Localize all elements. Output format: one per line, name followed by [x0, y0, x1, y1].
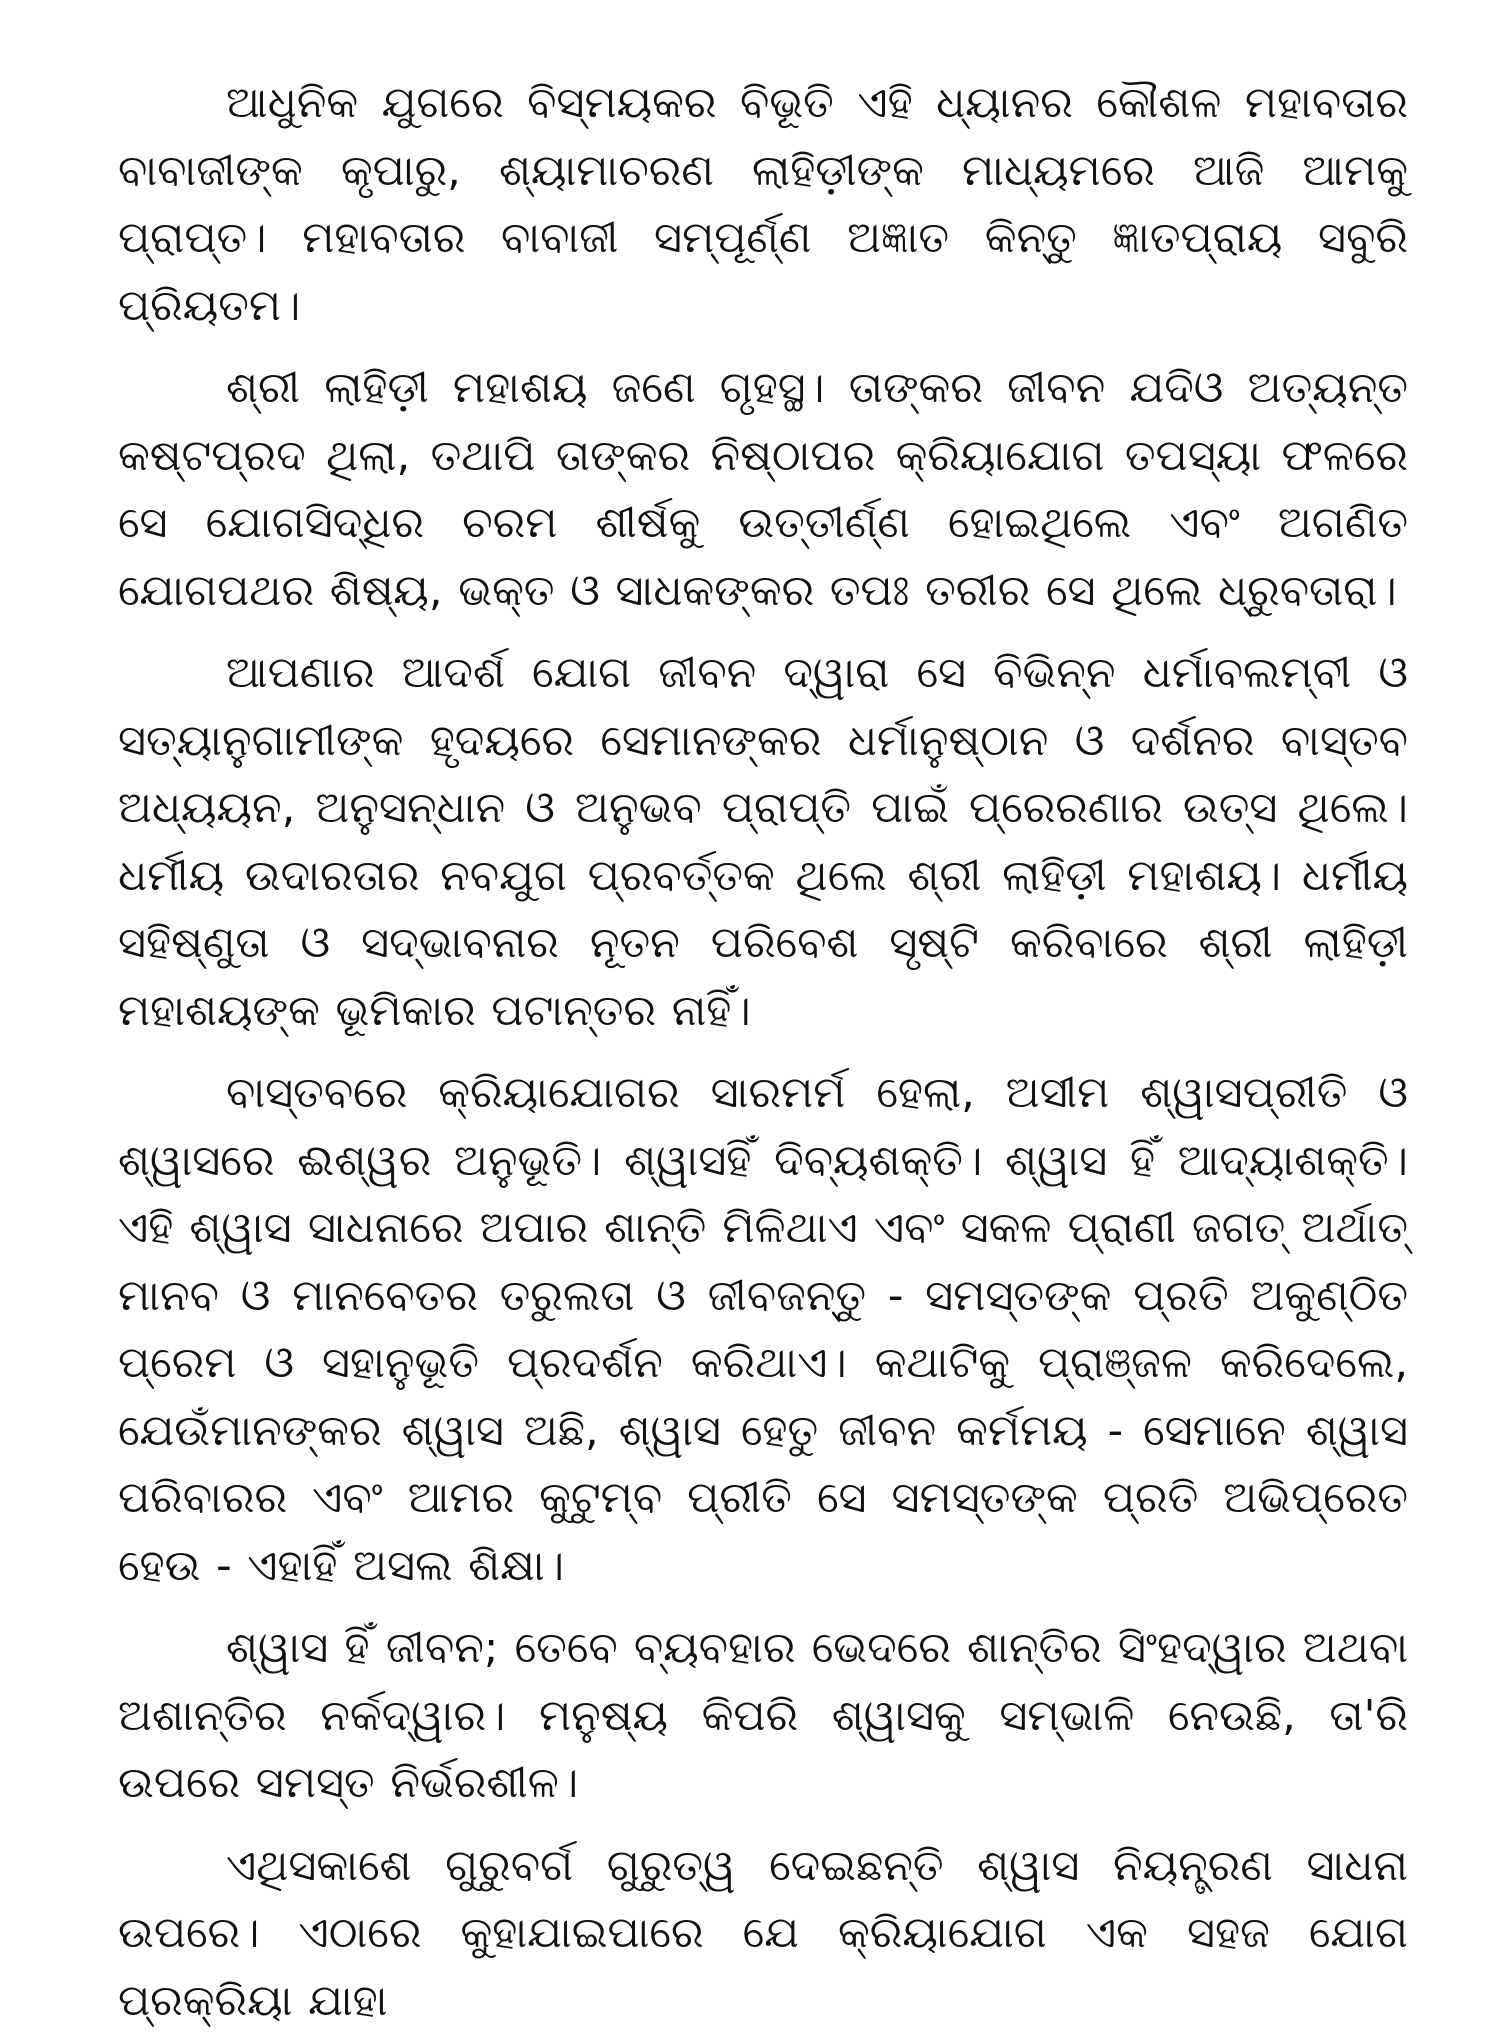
paragraph-5: ଶ୍ୱାସ ହିଁ ଜୀବନ; ତେବେ ବ୍ୟବହାର ଭେଦରେ ଶାନ୍ତିର ସିଂହଦ୍ୱାର ଅଥବା ଅଶାନ୍ତିର ନର୍କଦ୍ୱାର। ମନୁଷ୍ୟ କିପରି ଶ୍ୱାସକୁ ସମ୍ଭାଳି ନେଉଛି, ତା'ରି ଉପରେ ସମସ୍ତ ନିର୍ଭରଶୀଳ। [118, 1615, 1408, 1818]
document-page [118, 70, 1408, 2035]
paragraph-1: ଆଧୁନିକ ଯୁଗରେ ବିସ୍ମୟକର ବିଭୂତି ଏହି ଧ୍ୟାନର କୌଶଳ ମହାବତାର ବାବାଜୀଙ୍କ କୃପାରୁ, ଶ୍ୟାମାଚରଣ ଲାହିଡ଼ୀଙ୍କ ମାଧ୍ୟମରେ ଆଜି ଆମକୁ ପ୍ରାପ୍ତ। ମହାବତାର ବାବାଜୀ ସମ୍ପୂର୍ଣ୍ଣ ଅଜ୍ଞାତ କିନ୍ତୁ ଜ୍ଞାତପ୍ରାୟ ସବୁରି ପ୍ରିୟତମ। [118, 70, 1408, 340]
paragraph-4: ବାସ୍ତବରେ କ୍ରିୟାଯୋଗର ସାରମର୍ମ ହେଲା, ଅସୀମ ଶ୍ୱାସପ୍ରୀତି ଓ ଶ୍ୱାସରେ ଈଶ୍ୱର ଅନୁଭୂତି। ଶ୍ୱାସହିଁ ଦିବ୍ୟଶକ୍ତି। ଶ୍ୱାସ ହିଁ ଆଦ୍ୟାଶକ୍ତି। ଏହି ଶ୍ୱାସ ସାଧନାରେ ଅପାର ଶାନ୍ତି ମିଳିଥାଏ ଏବଂ ସକଳ ପ୍ରାଣୀ ଜଗତ୍ ଅର୍ଥାତ୍ ମାନବ ଓ ମାନବେତର ତରୁଲତା ଓ ଜୀବଜନ୍ତୁ - ସମସ୍ତଙ୍କ ପ୍ରତି ଅକୁଣ୍ଠିତ ପ୍ରେମ ଓ ସହାନୁଭୂତି ପ୍ରଦର୍ଶନ କରିଥାଏ। କଥାଟିକୁ ପ୍ରାଞ୍ଜଳ କରିଦେଲେ, ଯେଉଁମାନଙ୍କର ଶ୍ୱାସ ଅଛି, ଶ୍ୱାସ ହେତୁ ଜୀବନ କର୍ମମୟ - ସେମାନେ ଶ୍ୱାସ ପରିବାରର ଏବଂ ଆମର କୁଟୁମ୍ବ ପ୍ରୀତି ସେ ସମସ୍ତଙ୍କ ପ୍ରତି ଅଭିପ୍ରେତ ହେଉ - ଏହାହିଁ ଅସଲ ଶିକ୍ଷା। [118, 1060, 1408, 1600]
paragraph-3: ଆପଣାର ଆଦର୍ଶ ଯୋଗ ଜୀବନ ଦ୍ୱାରା ସେ ବିଭିନ୍ନ ଧର୍ମାବଲମ୍ବୀ ଓ ସତ୍ୟାନୁଗାମୀଙ୍କ ହୃଦୟରେ ସେମାନଙ୍କର ଧର୍ମାନୁଷ୍ଠାନ ଓ ଦର୍ଶନର ବାସ୍ତବ ଅଧ୍ୟୟନ, ଅନୁସନ୍ଧାନ ଓ ଅନୁଭବ ପ୍ରାପ୍ତି ପାଇଁ ପ୍ରେରଣାର ଉତ୍ସ ଥିଲେ। ଧର୍ମୀୟ ଉଦାରତାର ନବଯୁଗ ପ୍ରବର୍ତ୍ତକ ଥିଲେ ଶ୍ରୀ ଲାହିଡ଼ୀ ମହାଶୟ। ଧର୍ମୀୟ ସହିଷ୍ଣୁତା ଓ ସଦ୍ଭାବନାର ନୂତନ ପରିବେଶ ସୃଷ୍ଟି କରିବାରେ ଶ୍ରୀ ଲାହିଡ଼ୀ ମହାଶୟଙ୍କ ଭୂମିକାର ପଟାନ୍ତର ନାହିଁ। [118, 640, 1408, 1045]
paragraph-2: ଶ୍ରୀ ଲାହିଡ଼ୀ ମହାଶୟ ଜଣେ ଗୃହସ୍ଥ। ତାଙ୍କର ଜୀବନ ଯଦିଓ ଅତ୍ୟନ୍ତ କଷ୍ଟପ୍ରଦ ଥିଲା, ତଥାପି ତାଙ୍କର ନିଷ୍ଠାପର କ୍ରିୟାଯୋଗ ତପସ୍ୟା ଫଳରେ ସେ ଯୋଗସିଦ୍ଧିର ଚରମ ଶୀର୍ଷକୁ ଉତ୍ତୀର୍ଣ୍ଣ ହୋଇଥିଲେ ଏବଂ ଅଗଣିତ ଯୋଗପଥର ଶିଷ୍ୟ, ଭକ୍ତ ଓ ସାଧକଙ୍କର ତପଃ ତରୀର ସେ ଥିଲେ ଧ୍ରୁବତାରା। [118, 355, 1408, 625]
paragraph-6: ଏଥିସକାଶେ ଗୁରୁବର୍ଗ ଗୁରୁତ୍ୱ ଦେଇଛନ୍ତି ଶ୍ୱାସ ନିୟନ୍ତ୍ରଣ ସାଧନା ଉପରେ। ଏଠାରେ କୁହାଯାଇପାରେ ଯେ କ୍ରିୟାଯୋଗ ଏକ ସହଜ ଯୋଗ ପ୍ରକ୍ରିୟା ଯାହା [118, 1833, 1408, 2035]
